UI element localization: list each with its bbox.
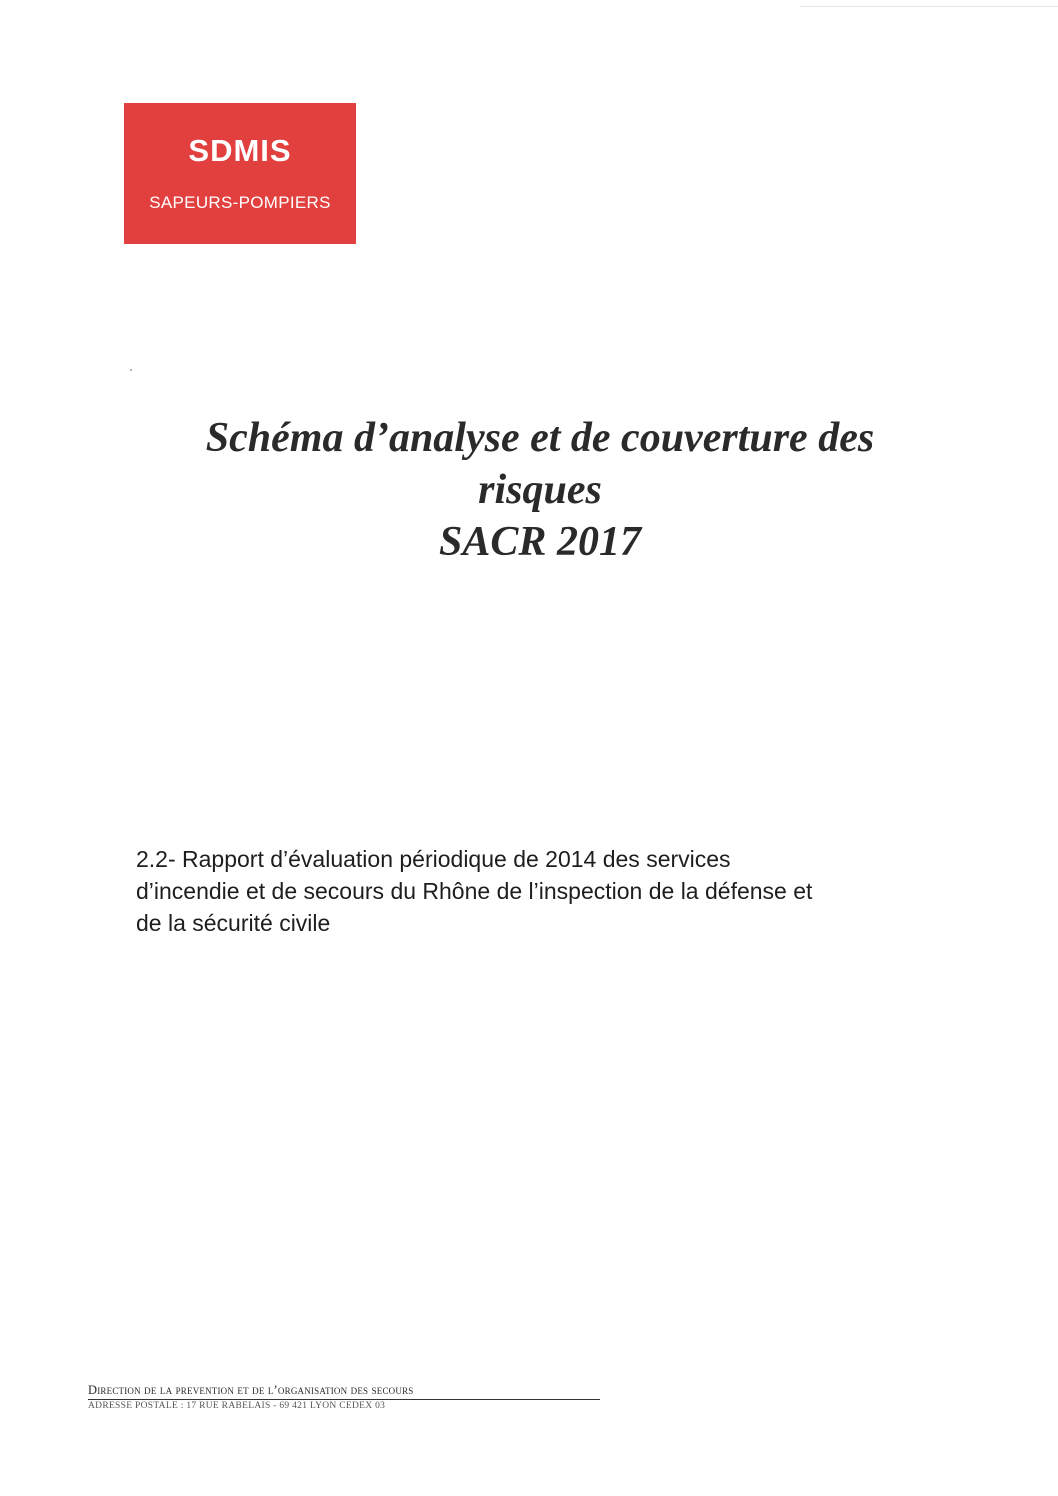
scan-edge — [800, 6, 1058, 7]
sdmis-logo — [124, 103, 356, 244]
document-subtitle — [136, 843, 926, 939]
subtitle-line-1: 2.2- Rapport d’évaluation périodique de 2014 des services — [136, 846, 731, 872]
title-line-3: SACR 2017 — [439, 519, 641, 565]
footer-address: ADRESSE POSTALE : 17 RUE RABELAIS - 69 421 LYON CEDEX 03 — [88, 1401, 386, 1411]
title-line-1: Schéma d’analyse et de couverture des — [205, 415, 875, 461]
subtitle-line-2: d’incendie et de secours du Rhône de l’inspection de la défense et — [136, 878, 813, 904]
title-line-2: risques — [478, 467, 602, 513]
footer-direction: Direction de la prevention et de l’organisation des secours — [88, 1383, 600, 1400]
logo-subtitle: SAPEURS-POMPIERS — [149, 193, 331, 212]
scan-speck — [130, 369, 132, 371]
page-footer — [88, 1383, 608, 1411]
document-title — [130, 412, 950, 568]
subtitle-line-3: de la sécurité civile — [136, 910, 331, 936]
logo-name: SDMIS — [188, 133, 292, 168]
